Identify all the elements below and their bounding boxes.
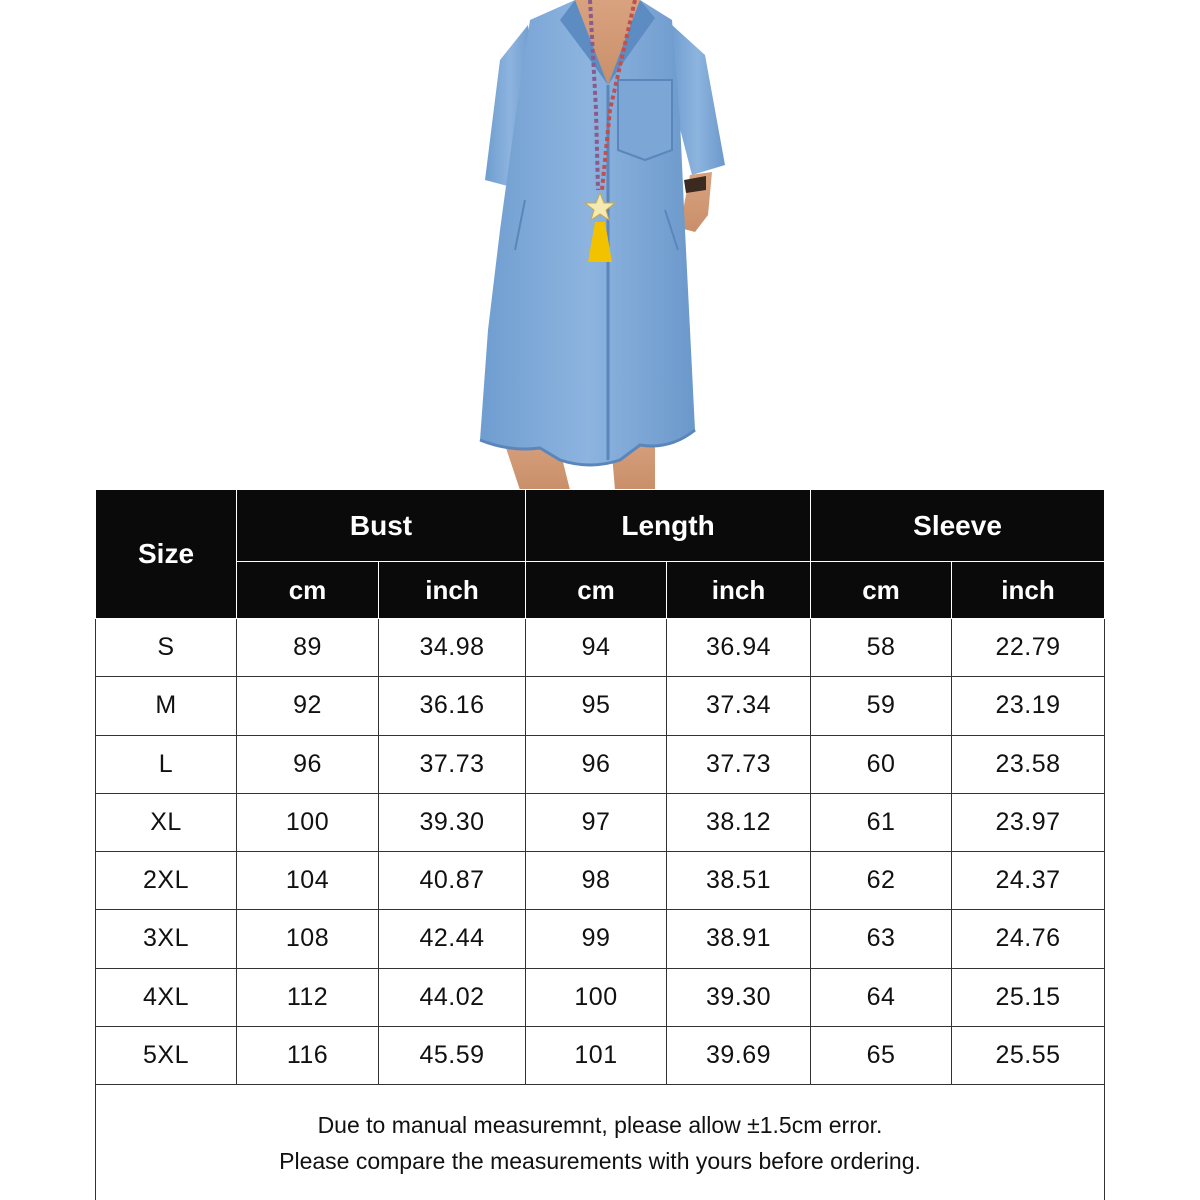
sleeve-inch-cell: 23.19 [952,677,1105,735]
size-cell: M [96,677,237,735]
size-table [95,489,1105,1200]
sleeve-inch-cell: 25.15 [952,968,1105,1026]
size-cell: 3XL [96,910,237,968]
sleeve-cm-cell: 65 [811,1026,952,1084]
bust-header: Bust [237,490,526,562]
sleeve-cm-cell: 63 [811,910,952,968]
size-table-body [96,619,1105,1085]
bust-inch-cell: 36.16 [379,677,526,735]
length-cm-cell: 101 [526,1026,667,1084]
sleeve-cm-cell: 62 [811,852,952,910]
table-row [96,793,1105,851]
sleeve-cm-header: cm [811,562,952,619]
length-cm-cell: 94 [526,619,667,677]
length-cm-cell: 99 [526,910,667,968]
length-cm-cell: 98 [526,852,667,910]
sleeve-header: Sleeve [811,490,1105,562]
sleeve-inch-cell: 23.97 [952,793,1105,851]
table-row [96,677,1105,735]
bust-inch-cell: 44.02 [379,968,526,1026]
size-cell: XL [96,793,237,851]
size-cell: 2XL [96,852,237,910]
bust-inch-header: inch [379,562,526,619]
bust-cm-cell: 96 [237,735,379,793]
sleeve-cm-cell: 64 [811,968,952,1026]
length-cm-header: cm [526,562,667,619]
bust-inch-cell: 39.30 [379,793,526,851]
size-cell: 4XL [96,968,237,1026]
table-row [96,735,1105,793]
bust-cm-cell: 92 [237,677,379,735]
bust-cm-cell: 116 [237,1026,379,1084]
sleeve-cm-cell: 60 [811,735,952,793]
bust-cm-cell: 112 [237,968,379,1026]
bust-cm-cell: 108 [237,910,379,968]
bust-inch-cell: 45.59 [379,1026,526,1084]
length-inch-cell: 38.91 [667,910,811,968]
table-row [96,619,1105,677]
sleeve-cm-cell: 58 [811,619,952,677]
bust-cm-cell: 100 [237,793,379,851]
length-inch-cell: 39.30 [667,968,811,1026]
sleeve-inch-cell: 23.58 [952,735,1105,793]
length-cm-cell: 100 [526,968,667,1026]
length-inch-cell: 37.34 [667,677,811,735]
length-cm-cell: 95 [526,677,667,735]
length-inch-cell: 36.94 [667,619,811,677]
size-cell: S [96,619,237,677]
note-line-2: Please compare the measurements with yours before ordering. [279,1148,921,1174]
sleeve-inch-cell: 24.76 [952,910,1105,968]
bust-cm-cell: 89 [237,619,379,677]
table-row [96,910,1105,968]
denim-dress-illustration [440,0,760,490]
note-row [96,1085,1105,1200]
bust-inch-cell: 34.98 [379,619,526,677]
length-cm-cell: 97 [526,793,667,851]
bust-cm-cell: 104 [237,852,379,910]
table-row [96,1026,1105,1084]
length-inch-header: inch [667,562,811,619]
bust-inch-cell: 42.44 [379,910,526,968]
sleeve-cm-cell: 61 [811,793,952,851]
table-row [96,852,1105,910]
sleeve-cm-cell: 59 [811,677,952,735]
table-row [96,968,1105,1026]
note-line-1: Due to manual measuremnt, please allow ±1.5cm error. [317,1112,883,1138]
sleeve-inch-header: inch [952,562,1105,619]
length-inch-cell: 39.69 [667,1026,811,1084]
length-inch-cell: 37.73 [667,735,811,793]
length-inch-cell: 38.12 [667,793,811,851]
size-header: Size [96,490,237,619]
length-header: Length [526,490,811,562]
size-cell: 5XL [96,1026,237,1084]
length-inch-cell: 38.51 [667,852,811,910]
sleeve-inch-cell: 25.55 [952,1026,1105,1084]
bust-inch-cell: 40.87 [379,852,526,910]
sleeve-inch-cell: 24.37 [952,852,1105,910]
product-photo [440,0,760,490]
length-cm-cell: 96 [526,735,667,793]
bust-cm-header: cm [237,562,379,619]
sleeve-inch-cell: 22.79 [952,619,1105,677]
measurement-note [96,1085,1105,1200]
bust-inch-cell: 37.73 [379,735,526,793]
size-cell: L [96,735,237,793]
